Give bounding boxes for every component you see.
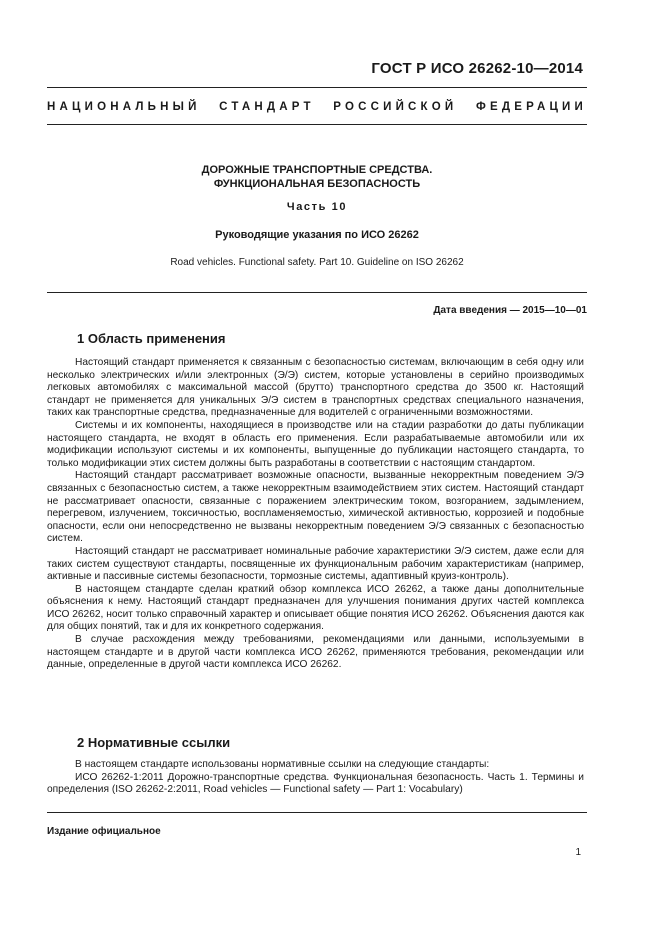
section-body (47, 357, 584, 672)
document-title (47, 163, 587, 191)
part-label: Часть 10 (286, 201, 348, 213)
paragraph: Системы и их компоненты, находящиеся в производстве или на стадии разработки до даты публикации настоящего стандарта, не входят в область его применения. Если разрабатываемые автомобили или их модификации используют системы и их компоненты, выпущенные до публикации настоящего стандарта, то только модификации этих систем должны быть разработаны в соответствии с настоящим стандартом. (47, 419, 584, 469)
footer-rule (47, 812, 587, 813)
introduction-date: Дата введения — 2015—10—01 (433, 305, 587, 316)
document-code: ГОСТ Р ИСО 26262-10—2014 (371, 60, 583, 77)
page-number: 1 (575, 847, 581, 858)
header-rule-bottom (47, 124, 587, 125)
english-title: Road vehicles. Functional safety. Part 10. Guideline on ISO 26262 (170, 257, 464, 268)
paragraph: Настоящий стандарт не рассматривает номинальные рабочие характеристики Э/Э систем, даже если для таких систем существуют стандарты, посвященные их функциональным рабочим характеристикам (например, активные и пассивные системы безопасности, тормозные системы, адаптивный круиз-контроль). (47, 545, 584, 583)
title-rule (47, 292, 587, 293)
document-subtitle: Руководящие указания по ИСО 26262 (215, 229, 419, 241)
paragraph: Настоящий стандарт применяется к связанным с безопасностью системам, включающим в себя одну или несколько электрических и/или электронных (Э/Э) систем, которые установлены в серийно производимых легковых автомобилях с максимальной массой (брутто) транспортного средства до 3500 кг. Настоящий стандарт не применяется для уникальных Э/Э систем в транспортных средствах специального назначения, таких как транспортные средства, предназначенные для водителей с ограниченными возможностями. (47, 357, 584, 419)
paragraph: В случае расхождения между требованиями, рекомендациями или данными, используемыми в настоящем стандарте и в другой части комплекса ИСО 26262, применяются требования, рекомендации или данные, определенные в другой части комплекса ИСО 26262. (47, 634, 584, 671)
section-body (47, 759, 584, 797)
national-standard-label: НАЦИОНАЛЬНЫЙ СТАНДАРТ РОССИЙСКОЙ ФЕДЕРАЦИИ (47, 101, 587, 113)
title-line-2: ФУНКЦИОНАЛЬНАЯ БЕЗОПАСНОСТЬ (213, 178, 421, 190)
section-heading: 1 Область применения (77, 331, 226, 346)
section-heading: 2 Нормативные ссылки (77, 735, 231, 750)
paragraph: Настоящий стандарт рассматривает возможные опасности, вызванные некорректным поведением Э/Э связанных с безопасностью систем, а также некорректным взаимодействием этих систем. Настоящий стандарт не рассматривает опасности, связанные с поражением электрическим током, возгоранием, задымлением, перегревом, излучением, токсичностью, воспламеняемостью, химической активностью, коррозией и подобные опасности, если они непосредственно не вызваны некорректным поведением Э/Э связанных с безопасностью систем. (47, 470, 584, 545)
title-line-1: ДОРОЖНЫЕ ТРАНСПОРТНЫЕ СРЕДСТВА. (201, 164, 433, 176)
header-rule (47, 87, 587, 88)
paragraph: В настоящем стандарте использованы нормативные ссылки на следующие стандарты: (75, 759, 490, 770)
edition-label: Издание официальное (47, 826, 161, 837)
paragraph: ИСО 26262-1:2011 Дорожно-транспортные средства. Функциональная безопасность. Часть 1. Термины и определения (ISO 26262-2:2011, Road vehicles — Functional safety — Part 1: Vocabulary) (47, 771, 584, 796)
paragraph: В настоящем стандарте сделан краткий обзор комплекса ИСО 26262, а также даны дополнительные объяснения к нему. Настоящий стандарт предназначен для улучшения понимания других частей комплекса ИСО 26262, носит только справочный характер и описывает общие понятия ИСО 26262. Объяснения даются как для общих понятий, так и для их конкретного содержания. (47, 583, 584, 633)
